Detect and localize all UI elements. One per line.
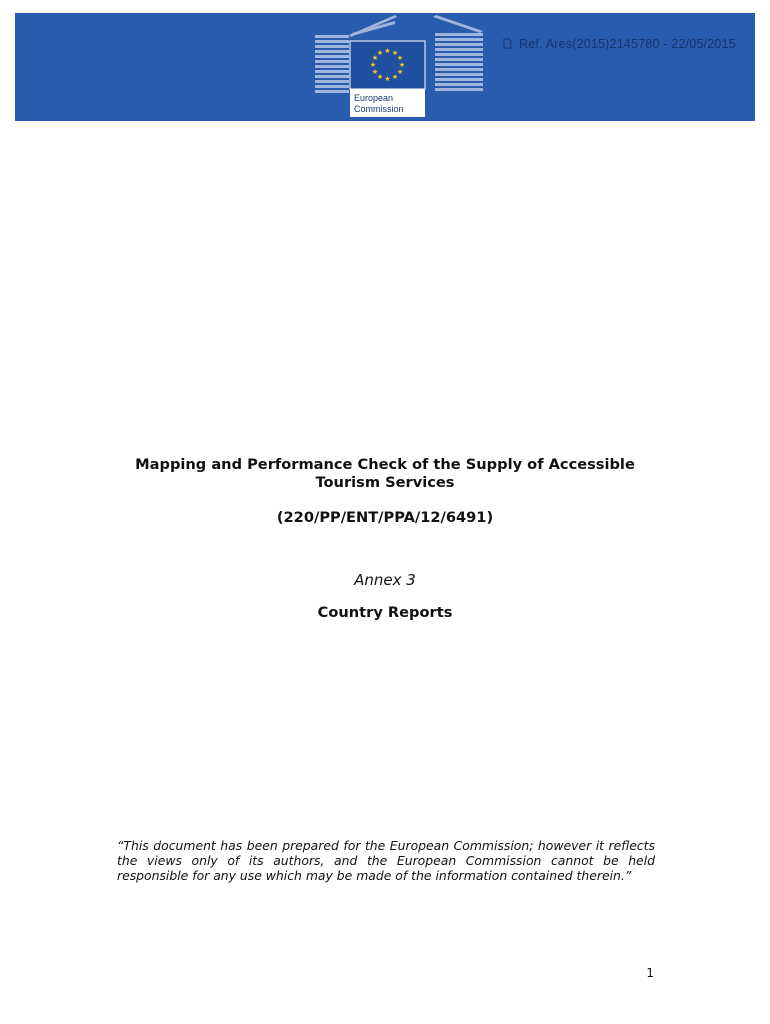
svg-text:★: ★ (371, 68, 379, 76)
document-title (60, 456, 710, 492)
title-line-1: Mapping and Performance Check of the Supply of Accessible (135, 456, 635, 473)
svg-text:★: ★ (398, 61, 406, 69)
svg-text:★: ★ (384, 75, 391, 83)
logo-text-line1: European (354, 93, 394, 103)
document-stamp-icon (503, 38, 512, 49)
svg-text:★: ★ (376, 49, 384, 57)
disclaimer-text: “This document has been prepared for the European Commission; however it reflects the views only of its authors, and the European Commission cannot be held responsible for any use which may be made of the information contained therein.” (117, 838, 655, 883)
annex-label: Annex 3 (354, 571, 416, 589)
document-subtitle: Country Reports (317, 604, 453, 621)
svg-text:★: ★ (391, 73, 399, 81)
svg-text:★: ★ (384, 47, 391, 55)
svg-text:★: ★ (391, 49, 399, 57)
logo-text-line2: Commission (354, 104, 404, 114)
svg-text:★: ★ (369, 61, 377, 69)
page-number: 1 (646, 966, 654, 980)
title-line-2: Tourism Services (315, 474, 455, 491)
svg-text:★: ★ (396, 68, 404, 76)
european-commission-logo (300, 13, 500, 121)
svg-text:★: ★ (371, 54, 379, 62)
reference-number: Ref. Ares(2015)2145780 - 22/05/2015 (519, 37, 736, 51)
svg-text:★: ★ (396, 54, 404, 62)
header-banner (15, 13, 755, 121)
svg-text:★: ★ (376, 73, 384, 81)
document-code: (220/PP/ENT/PPA/12/6491) (276, 509, 494, 526)
